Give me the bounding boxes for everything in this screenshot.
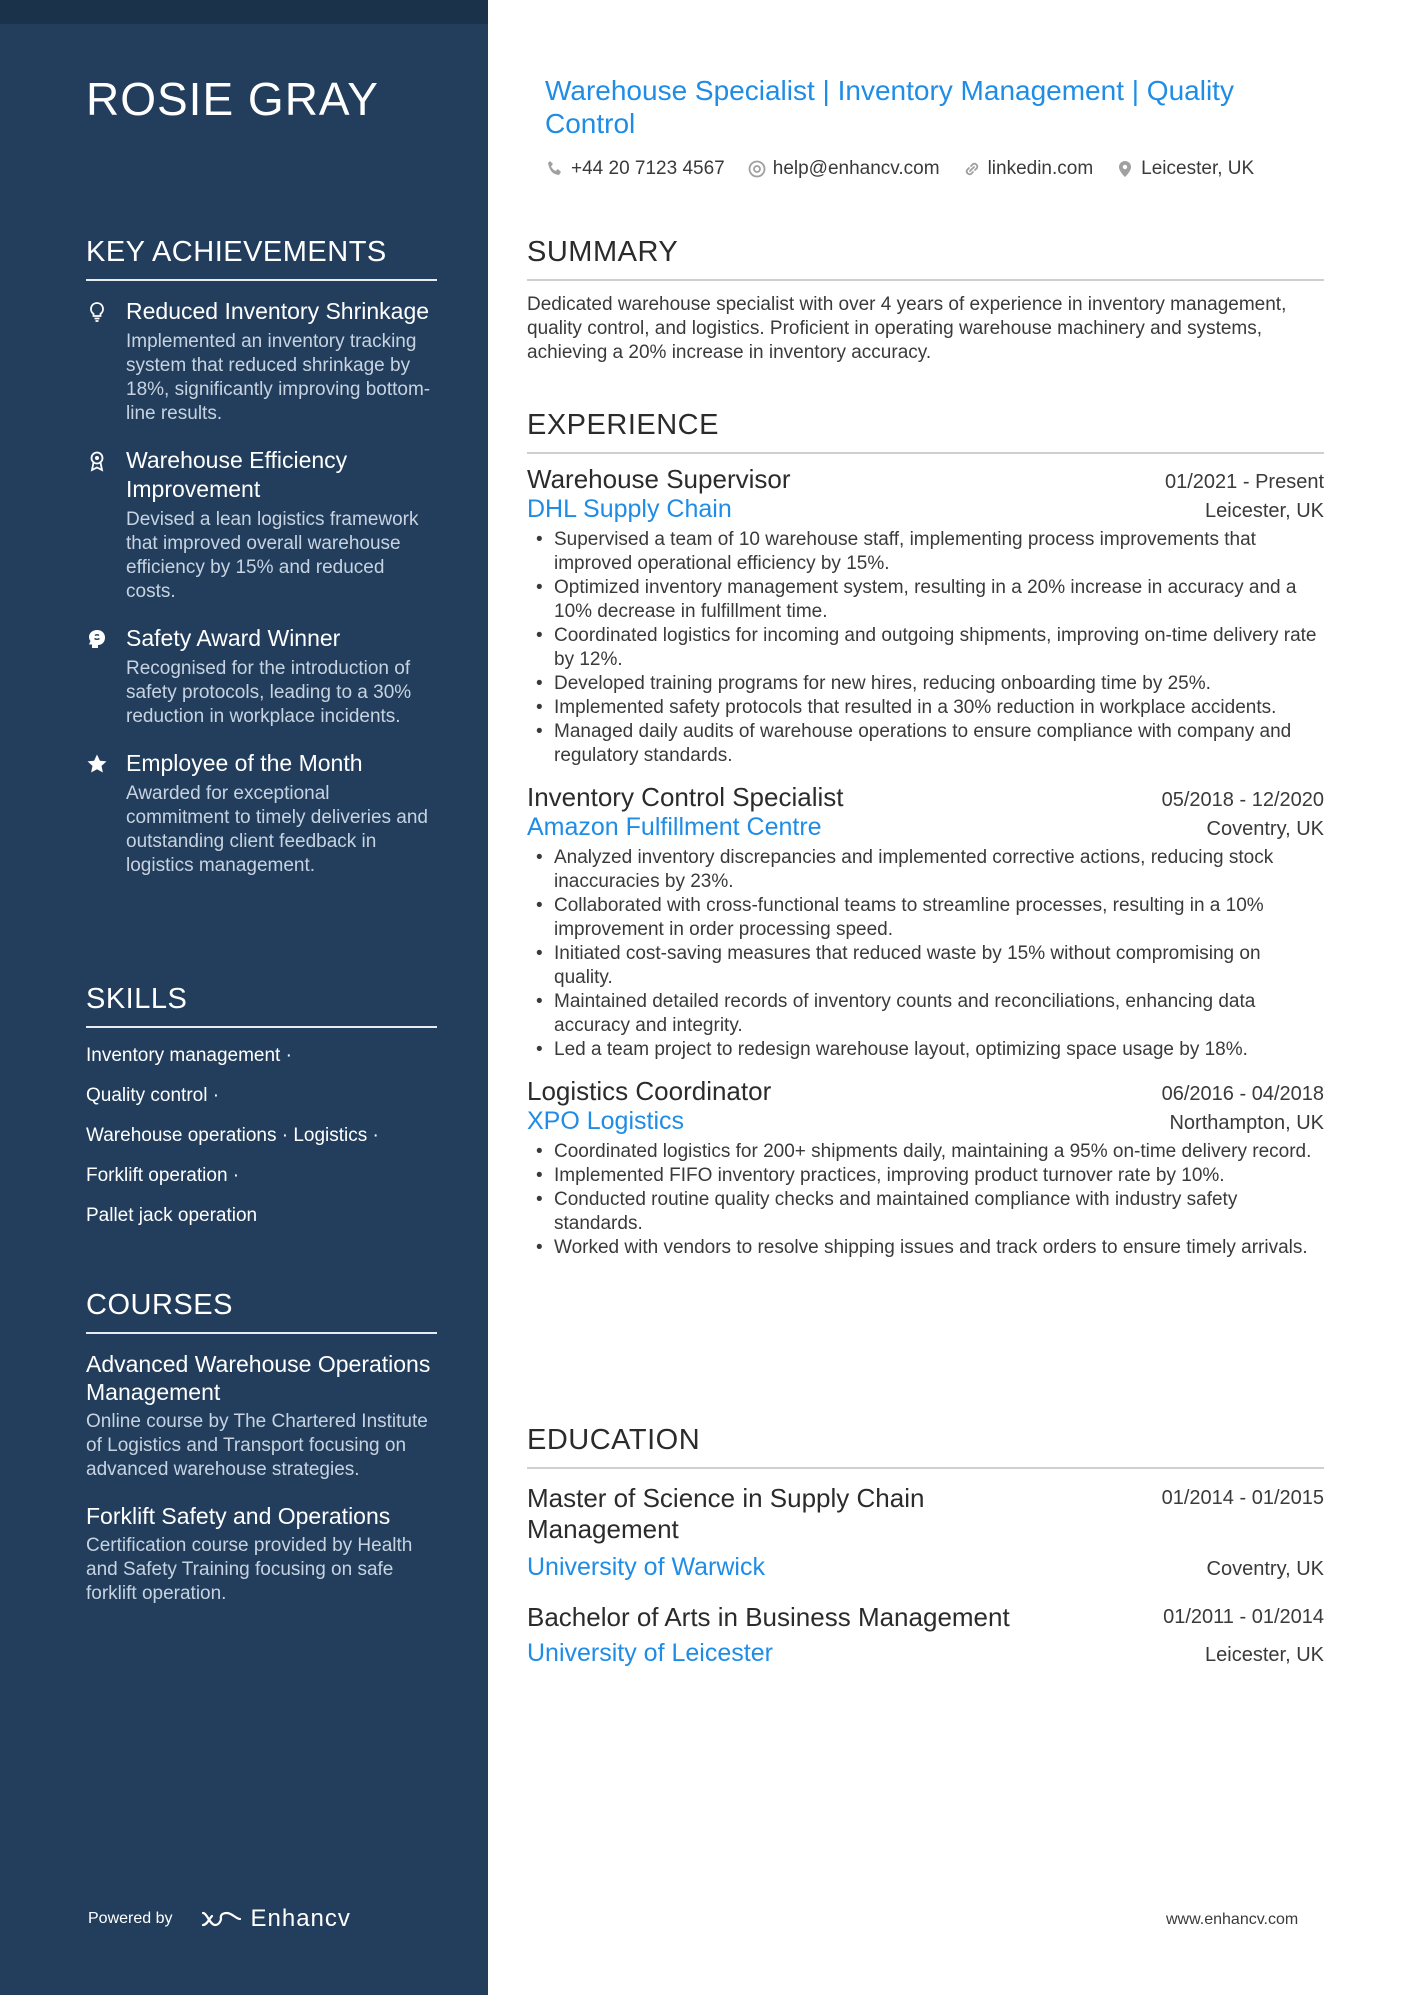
bullet-item: • Worked with vendors to resolve shipping issues and track orders to ensure timely arrivals. (527, 1236, 1324, 1260)
enhancv-logo-icon (199, 1907, 243, 1931)
courses-section (86, 1289, 437, 1626)
achievements-section (86, 236, 437, 898)
achievement-title: Warehouse Efficiency Improvement (126, 447, 348, 502)
award-icon (86, 450, 108, 472)
contact-phone[interactable] (545, 158, 725, 180)
at-icon (747, 159, 767, 179)
skills-title: SKILLS (86, 983, 437, 1028)
course-desc: Certification course provided by Health and Safety Training focusing on safe forklift operation. (86, 1535, 413, 1604)
job-entry (527, 464, 1324, 768)
job-bullets (527, 528, 1324, 768)
job-bullets (527, 846, 1324, 1062)
star-icon (86, 753, 108, 775)
bullet-item: • Led a team project to redesign warehouse layout, optimizing space usage by 18%. (527, 1038, 1324, 1062)
skill-item: Pallet jack operation (86, 1205, 258, 1226)
school[interactable]: University of Leicester (527, 1639, 773, 1667)
sidebar-top-strip (0, 0, 488, 24)
phone-icon (545, 159, 565, 179)
bullet-item: • Analyzed inventory discrepancies and implemented corrective actions, reducing stock inaccuracies by 23%. (527, 846, 1324, 894)
bullet-item: • Managed daily audits of warehouse operations to ensure compliance with company and regulatory standards. (527, 720, 1324, 768)
achievement-item (86, 446, 437, 604)
course-item (86, 1350, 437, 1482)
bullet-item: • Coordinated logistics for incoming and outgoing shipments, improving on-time delivery rate by 12%. (527, 624, 1324, 672)
job-role: Logistics Coordinator (527, 1076, 772, 1106)
contact-bar (545, 158, 1276, 180)
skill-item: Forklift operation · (86, 1165, 240, 1186)
headline: Warehouse Specialist | Inventory Management | Quality Control (545, 75, 1234, 139)
course-item (86, 1502, 437, 1606)
courses-title: COURSES (86, 1289, 437, 1334)
job-entry (527, 1076, 1324, 1260)
powered-by (88, 1905, 351, 1933)
skill-item: Warehouse operations · Logistics · (86, 1125, 379, 1146)
education-title: EDUCATION (527, 1424, 1324, 1469)
bullet-item: • Conducted routine quality checks and maintained compliance with industry safety standards. (527, 1188, 1324, 1236)
skill-item: Quality control · (86, 1085, 220, 1106)
education-location: Coventry, UK (1206, 1558, 1324, 1580)
brain-icon (86, 628, 108, 650)
contact-location (1115, 158, 1254, 180)
link-icon (962, 159, 982, 179)
powered-by-label: Powered by (88, 1910, 173, 1927)
degree: Master of Science in Supply Chain Management (527, 1483, 925, 1544)
contact-email[interactable] (747, 158, 940, 180)
footer-url[interactable]: www.enhancv.com (1166, 1911, 1299, 1928)
bullet-item: • Initiated cost-saving measures that reduced waste by 15% without compromising on quality. (527, 942, 1324, 990)
education-dates: 01/2014 - 01/2015 (1161, 1487, 1324, 1509)
course-title: Forklift Safety and Operations (86, 1503, 391, 1529)
experience-title: EXPERIENCE (527, 409, 1324, 454)
contact-text: +44 20 7123 4567 (571, 158, 725, 179)
education-section (527, 1424, 1324, 1668)
contact-linkedin[interactable] (962, 158, 1094, 180)
achievement-desc: Implemented an inventory tracking system that reduced shrinkage by 18%, significantly improving bottom-line results. (126, 331, 431, 424)
contact-text: linkedin.com (987, 158, 1094, 179)
job-company[interactable]: DHL Supply Chain (527, 495, 732, 523)
job-location: Northampton, UK (1169, 1112, 1324, 1134)
education-location: Leicester, UK (1205, 1644, 1324, 1666)
summary-section (527, 236, 1324, 365)
job-bullets (527, 1140, 1324, 1260)
job-dates: 01/2021 - Present (1165, 471, 1324, 493)
achievement-desc: Awarded for exceptional commitment to timely deliveries and outstanding client feedback in logistics management. (126, 783, 428, 876)
school[interactable]: University of Warwick (527, 1553, 765, 1581)
achievement-desc: Devised a lean logistics framework that improved overall warehouse efficiency by 15% and reduced costs. (126, 509, 419, 602)
job-dates: 05/2018 - 12/2020 (1161, 789, 1324, 811)
skills-section (86, 983, 437, 1244)
job-company[interactable]: Amazon Fulfillment Centre (527, 813, 822, 841)
course-desc: Online course by The Chartered Institute of Logistics and Transport focusing on advanced warehouse strategies. (86, 1411, 428, 1480)
job-role: Inventory Control Specialist (527, 782, 844, 812)
contact-text: Leicester, UK (1141, 158, 1255, 179)
bullet-item: • Optimized inventory management system, resulting in a 20% increase in accuracy and a 10% decrease in fulfillment time. (527, 576, 1324, 624)
achievement-title: Employee of the Month (126, 750, 363, 776)
achievement-title: Reduced Inventory Shrinkage (126, 298, 430, 324)
skill-item: Inventory management · (86, 1045, 292, 1066)
brand-name: Enhancv (250, 1905, 351, 1932)
achievements-title: KEY ACHIEVEMENTS (86, 236, 437, 281)
bullet-item: • Implemented FIFO inventory practices, improving product turnover rate by 10%. (527, 1164, 1324, 1188)
bullet-item: • Developed training programs for new hires, reducing onboarding time by 25%. (527, 672, 1324, 696)
bullet-item: • Supervised a team of 10 warehouse staff, implementing process improvements that improved operational efficiency by 15%. (527, 528, 1324, 576)
enhancv-logo[interactable] (199, 1905, 351, 1933)
degree: Bachelor of Arts in Business Management (527, 1602, 1010, 1632)
achievement-item (86, 297, 437, 426)
achievement-desc: Recognised for the introduction of safety protocols, leading to a 30% reduction in workplace incidents. (126, 658, 412, 727)
job-dates: 06/2016 - 04/2018 (1161, 1083, 1324, 1105)
job-entry (527, 782, 1324, 1062)
lightbulb-icon (86, 301, 108, 323)
bullet-item: • Maintained detailed records of inventory counts and reconciliations, enhancing data accuracy and integrity. (527, 990, 1324, 1038)
contact-text: help@enhancv.com (772, 158, 940, 179)
experience-section (527, 409, 1324, 1260)
summary-text: Dedicated warehouse specialist with over 4 years of experience in inventory management, quality control, and logistics. Proficient in operating warehouse machinery and systems, achieving a 20% increase in inventory accuracy. (527, 294, 1287, 363)
job-company[interactable]: XPO Logistics (527, 1107, 685, 1135)
bullet-item: • Implemented safety protocols that resulted in a 30% reduction in workplace accidents. (527, 696, 1324, 720)
course-title: Advanced Warehouse Operations Management (86, 1351, 431, 1405)
location-icon (1115, 159, 1135, 179)
candidate-name: ROSIE GRAY (86, 73, 379, 125)
bullet-item: • Collaborated with cross-functional teams to streamline processes, resulting in a 10% improvement in order processing speed. (527, 894, 1324, 942)
achievement-item (86, 624, 437, 729)
job-location: Coventry, UK (1206, 818, 1324, 840)
summary-title: SUMMARY (527, 236, 1324, 281)
education-entry (527, 1483, 1324, 1582)
job-role: Warehouse Supervisor (527, 464, 791, 494)
sidebar (0, 0, 488, 1995)
job-location: Leicester, UK (1205, 500, 1324, 522)
education-entry (527, 1602, 1324, 1668)
achievement-item (86, 749, 437, 878)
education-dates: 01/2011 - 01/2014 (1163, 1606, 1324, 1628)
bullet-item: • Coordinated logistics for 200+ shipments daily, maintaining a 95% on-time delivery record. (527, 1140, 1324, 1164)
achievement-title: Safety Award Winner (126, 625, 341, 651)
